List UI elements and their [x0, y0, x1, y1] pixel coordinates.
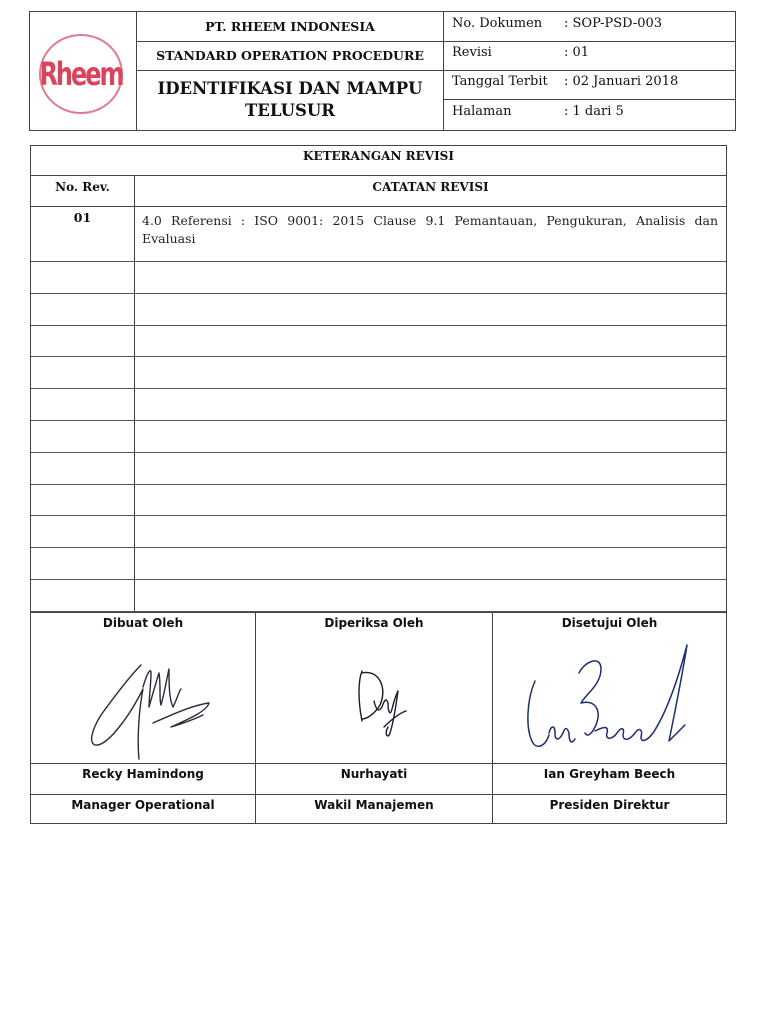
info-value: : 01: [564, 45, 590, 60]
signer-name: Nurhayati: [256, 763, 492, 794]
table-row: [31, 453, 726, 485]
signature-heading: Dibuat Oleh: [102, 616, 184, 630]
signer-name: Recky Hamindong: [31, 763, 255, 794]
table-row: [31, 485, 726, 517]
table-row: [31, 421, 726, 453]
info-value: : 02 Januari 2018: [564, 74, 679, 89]
info-label: Halaman: [452, 104, 512, 119]
document-title-line2: TELUSUR: [245, 101, 335, 120]
signature-image: [509, 637, 709, 761]
revision-number: 01: [73, 210, 92, 225]
signature-table: [30, 612, 727, 824]
table-row: [31, 357, 726, 389]
table-row: [31, 262, 726, 294]
info-row-document-number: [444, 12, 735, 42]
info-row-page: [444, 100, 735, 130]
document-title: [137, 71, 443, 130]
revision-table: [30, 145, 727, 613]
info-row-issue-date: [444, 71, 735, 100]
revision-note: 4.0 Referensi : ISO 9001: 2015 Clause 9.1 Pemantauan, Pengukuran, Analisis dan Evaluasi: [142, 213, 718, 246]
signer-position: Manager Operational: [31, 794, 255, 824]
signer-position: Wakil Manajemen: [256, 794, 492, 824]
table-row: [31, 294, 726, 326]
signature-image: [344, 661, 414, 741]
table-row: [31, 548, 726, 580]
logo-text: Rheem: [39, 55, 123, 93]
table-row: [31, 580, 726, 612]
revision-table-header: [31, 176, 726, 207]
info-label: Tanggal Terbit: [452, 74, 548, 89]
revision-table-title: KETERANGAN REVISI: [31, 146, 726, 176]
signature-column-approved: [493, 613, 726, 823]
document-header: [29, 11, 736, 131]
info-value: : 1 dari 5: [564, 104, 624, 119]
info-label: Revisi: [452, 45, 492, 60]
signature-column-checked: [256, 613, 493, 823]
table-row: [31, 207, 726, 262]
company-name: PT. RHEEM INDONESIA: [137, 12, 443, 42]
document-info-cell: [444, 12, 735, 130]
signature-image: [81, 643, 231, 761]
signature-heading: Diperiksa Oleh: [324, 616, 424, 630]
signer-position: Presiden Direktur: [493, 794, 726, 824]
table-row: [31, 516, 726, 548]
header-title-cell: [137, 12, 444, 130]
column-header-rev-no: No. Rev.: [55, 180, 110, 194]
document-type: STANDARD OPERATION PROCEDURE: [137, 42, 443, 71]
info-row-revision: [444, 42, 735, 71]
document-title-line1: IDENTIFIKASI DAN MAMPU: [157, 79, 423, 98]
table-row: [31, 326, 726, 358]
info-label: No. Dokumen: [452, 16, 543, 31]
table-row: [31, 389, 726, 421]
company-logo: [39, 34, 123, 114]
signer-name: Ian Greyham Beech: [493, 763, 726, 794]
logo-cell: [30, 12, 137, 130]
info-value: : SOP-PSD-003: [564, 16, 663, 31]
signature-heading: Disetujui Oleh: [561, 616, 658, 630]
signature-column-prepared: [31, 613, 256, 823]
column-header-notes: CATATAN REVISI: [372, 180, 489, 194]
